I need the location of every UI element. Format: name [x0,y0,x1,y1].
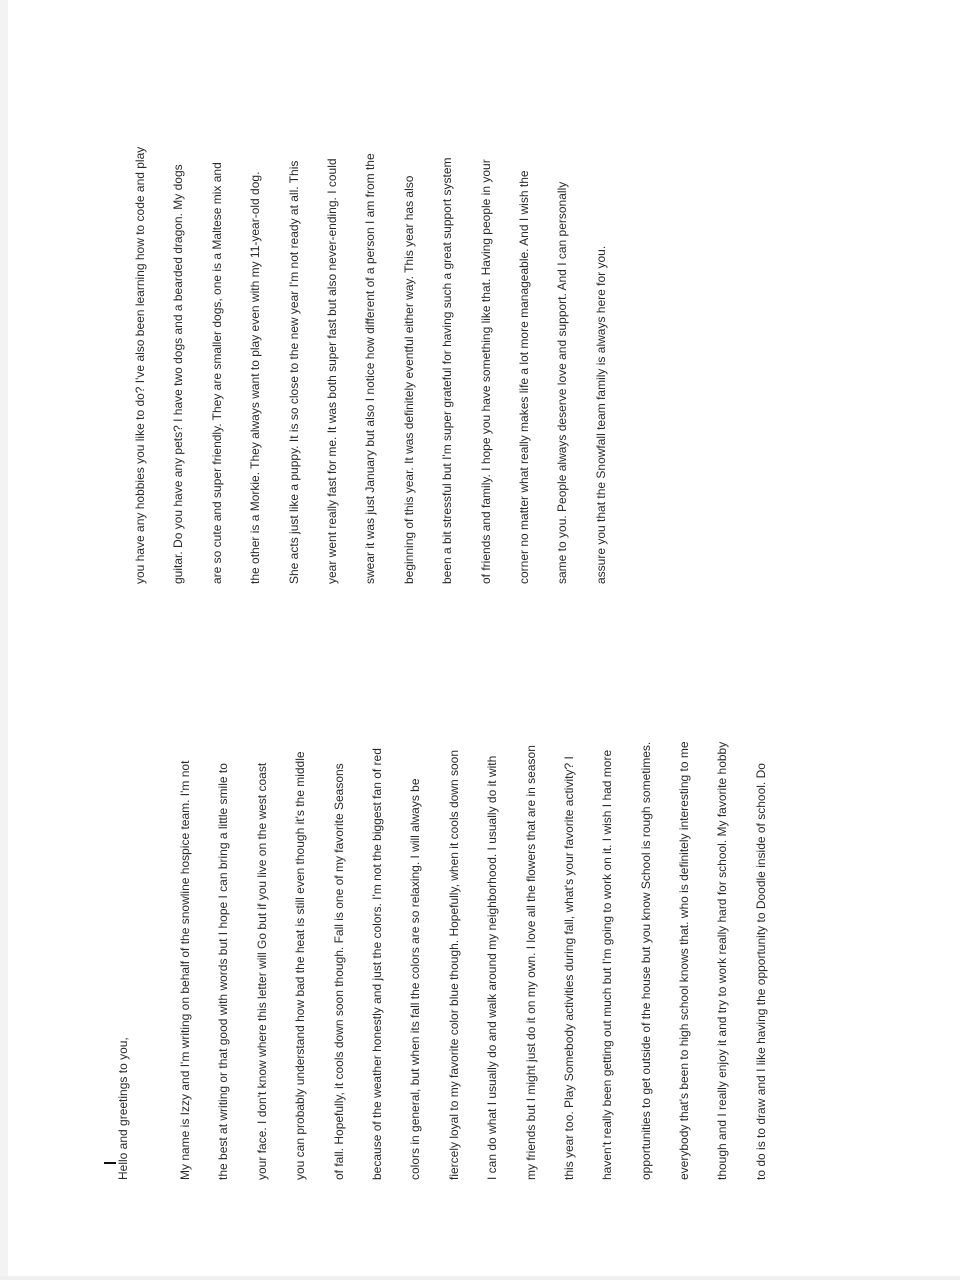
page-edge [0,0,8,1280]
text-line: the other is a Morkie. They always want to play even with my 11-year-old dog. [248,171,263,584]
text-line: I can do what I usually do and walk around my neighborhood. I usually do it with [485,755,500,1180]
text-line: been a bit stressful but I'm super grateful for having such a great support system [440,157,455,584]
text-line: this year too. Play Somebody activities during fall, what's your favorite activity? I [561,756,576,1180]
text-line: She acts just like a puppy. It is so close to the new year I'm not ready at all. This [286,160,301,584]
text-line: you can probably understand how bad the heat is still even though it's the middle [293,751,308,1180]
text-line: haven't really been getting out much but I'm going to work on it. I wish I had more [600,749,615,1180]
text-line: to do is to draw and I like having the opportunity to Doodle inside of school. Do [753,763,768,1180]
text-line: opportunities to get outside of the house but you know School is rough sometimes. [638,741,653,1180]
text-line: colors in general, but when its fall the colors are so relaxing. I will always be [408,778,423,1180]
text-line: everybody that's been to high school knows that. who is definitely interesting to me [677,741,692,1180]
letter-page-1 [166,741,780,1180]
text-line: are so cute and super friendly. They are smaller dogs, one is a Maltese mix and [209,162,224,584]
text-line: you have any hobbies you like to do? I've also been learning how to code and play [133,146,147,584]
letter-greeting [104,1037,142,1180]
text-line: swear it was just January but also I notice how different of a person I am from the [363,153,378,584]
text-line: My name is Izzy and I'm writing on behalf of the snowline hospice team. I'm not [178,760,192,1180]
text-line: fiercely loyal to my favorite color blue though. Hopefully, when it cools down soon [446,749,461,1180]
text-line: year went really fast for me. It was both super fast but also never-ending. I could [324,158,339,584]
text-line: of friends and family. I hope you have something like that. Having people in your [478,159,493,584]
text-line: because of the weather honestly and just the colors. I'm not the biggest fan of red [369,748,384,1180]
text-line: my friends but I might just do it on my own. I love all the flowers that are in season [523,745,538,1180]
text-line: same to you. People always deserve love and support. And I can personally [555,181,570,584]
text-line: though and I really enjoy it and try to work really hard for school. My favorite hobby [715,741,730,1180]
text-line: your face. I don't know where this letter will Go but if you live on the west coast [254,762,269,1180]
text-cursor [104,1162,116,1164]
text-line: beginning of this year. It was definitely eventful either way. This year has also [401,175,416,584]
text-line: guitar. Do you have any pets? I have two dogs and a bearded dragon. My dogs [171,164,186,584]
text-line: corner no matter what really makes life a lot more manageable. And I wish the [516,170,531,584]
greeting-line: Hello and greetings to you, [116,1037,130,1180]
text-line: of fall. Hopefully, it cools down soon though. Fall is one of my favorite Seasons [331,763,346,1180]
text-line: assure you that the Snowfall team family is always here for you. [593,245,608,584]
letter-page-2 [121,147,620,584]
page-edge-bottom [0,1276,960,1280]
text-line: the best at writing or that good with words but I hope I can bring a little smile to [216,763,231,1180]
